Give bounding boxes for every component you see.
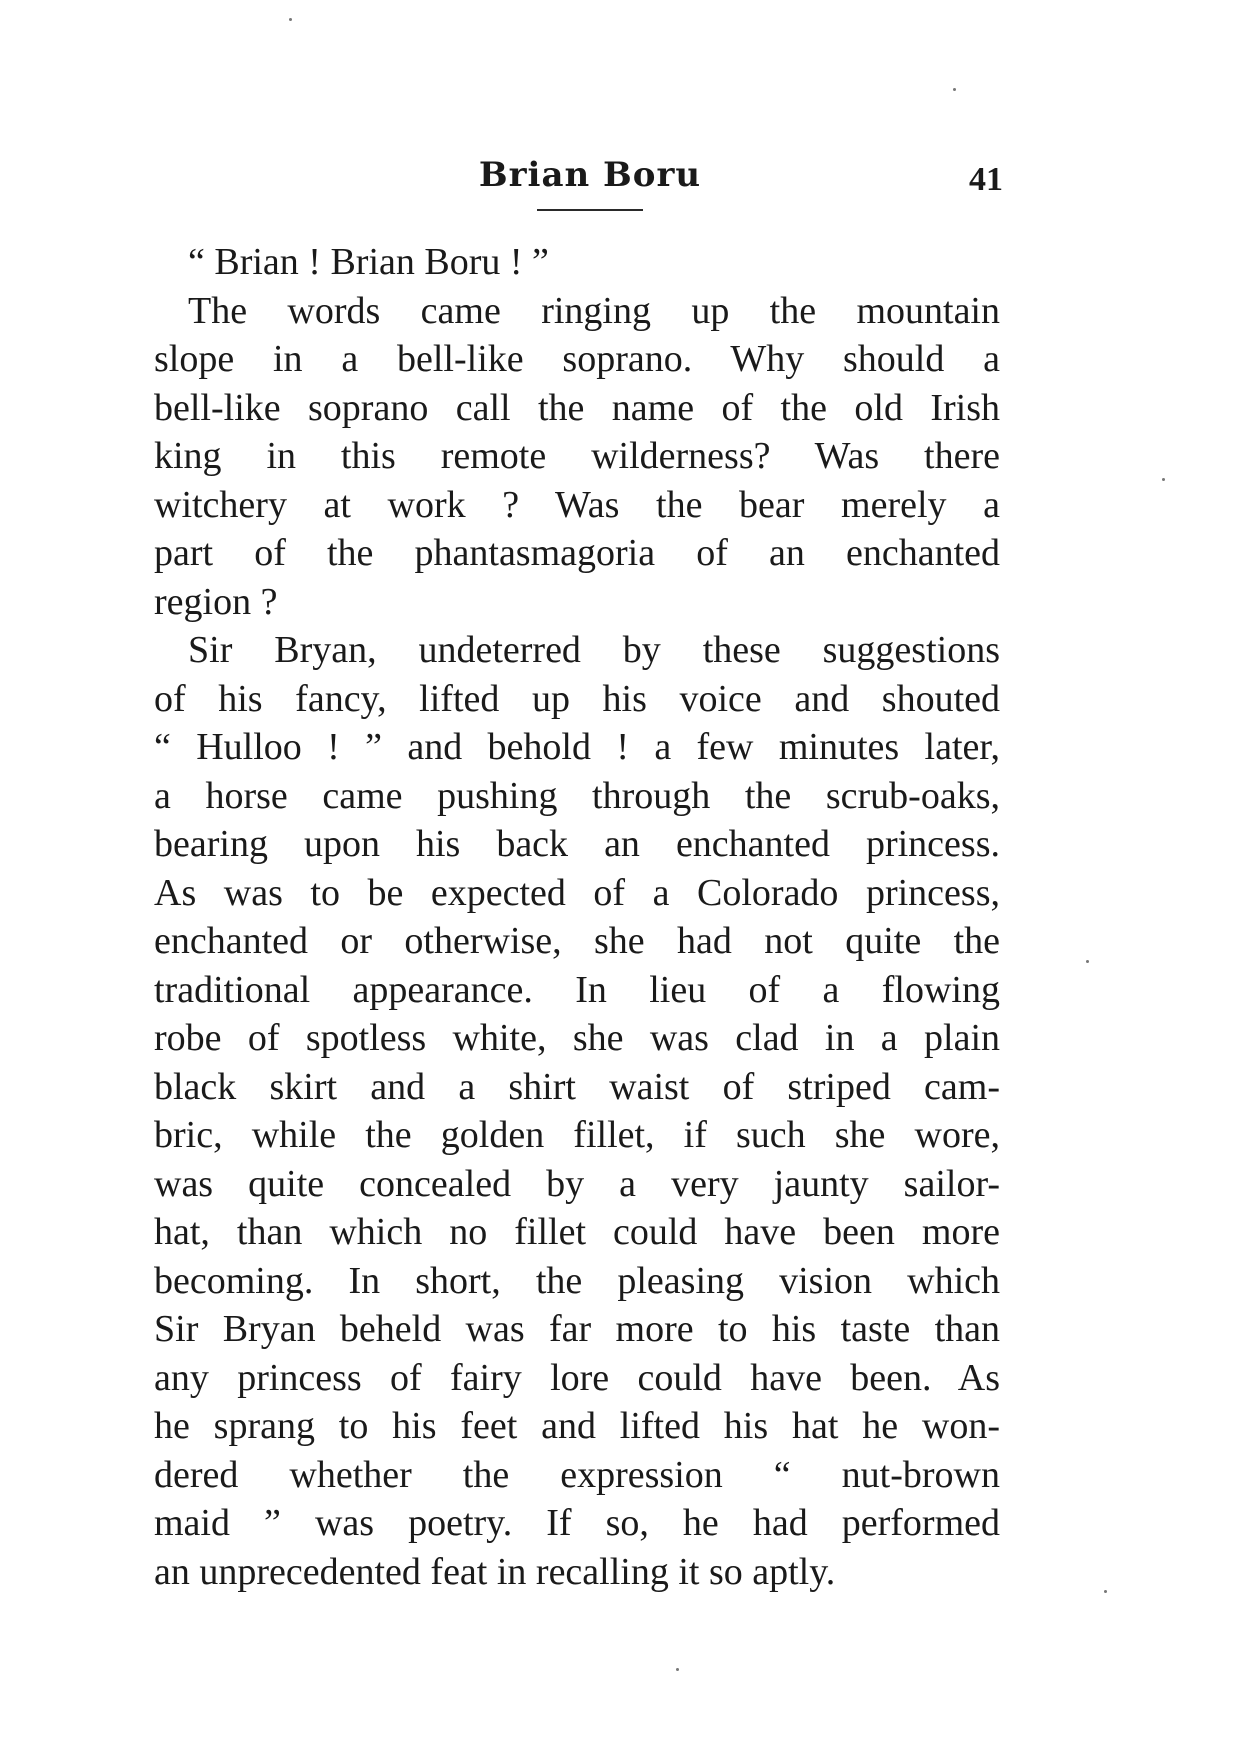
text-line: king in this remote wilderness? Was there [154,435,1000,477]
page-number: 41 [969,161,1003,198]
text-line: robe of spotless white, she was clad in a plain [154,1017,1000,1059]
text-line: an unprecedented feat in recalling it so aptly. [154,1550,836,1593]
paper-speck [676,1668,679,1671]
text-line: bearing upon his back an enchanted princess. [154,823,1000,865]
text-line: As was to be expected of a Colorado princess, [154,871,1000,914]
text-line: part of the phantasmagoria of an enchanted [154,532,1000,574]
text-line: maid ” was poetry. If so, he had performed [154,1502,1000,1544]
text-line: bell-like soprano call the name of the old Irish [154,386,1000,429]
paper-speck [289,18,292,21]
text-line: a horse came pushing through the scrub-oaks, [154,774,1000,817]
text-line: any princess of fairy lore could have been. As [154,1356,1000,1399]
text-line: was quite concealed by a very jaunty sailor- [154,1162,1000,1205]
text-line: slope in a bell-like soprano. Why should a [154,338,1000,380]
text-line: traditional appearance. In lieu of a flowing [154,968,1000,1011]
text-line: enchanted or otherwise, she had not quite the [154,920,1000,962]
text-line: The words came ringing up the mountain [188,289,1000,332]
text-line: he sprang to his feet and lifted his hat he won- [154,1405,1000,1447]
text-line: Sir Bryan, undeterred by these suggestions [188,629,1000,671]
paper-speck [1104,1590,1107,1593]
paper-speck [953,88,956,91]
text-line: of his fancy, lifted up his voice and shouted [154,677,1000,720]
text-line: “ Brian ! Brian Boru ! ” [188,241,549,283]
header-rule [537,209,643,211]
text-line: dered whether the expression “ nut-brown [154,1453,1000,1496]
text-line: region ? [154,580,278,623]
text-line: black skirt and a shirt waist of striped cam- [154,1065,1000,1108]
text-line: hat, than which no fillet could have been more [154,1211,1000,1253]
paper-speck [1086,960,1089,963]
paper-speck [1162,478,1165,481]
body-text [154,238,1000,1596]
text-line: Sir Bryan beheld was far more to his taste than [154,1308,1000,1350]
running-head-title: Brian Boru [478,155,702,195]
text-line: “ Hulloo ! ” and behold ! a few minutes later, [154,726,1000,768]
text-line: witchery at work ? Was the bear merely a [154,483,1000,526]
text-line: bric, while the golden fillet, if such she wore, [154,1114,1000,1156]
text-line: becoming. In short, the pleasing vision which [154,1259,1000,1302]
